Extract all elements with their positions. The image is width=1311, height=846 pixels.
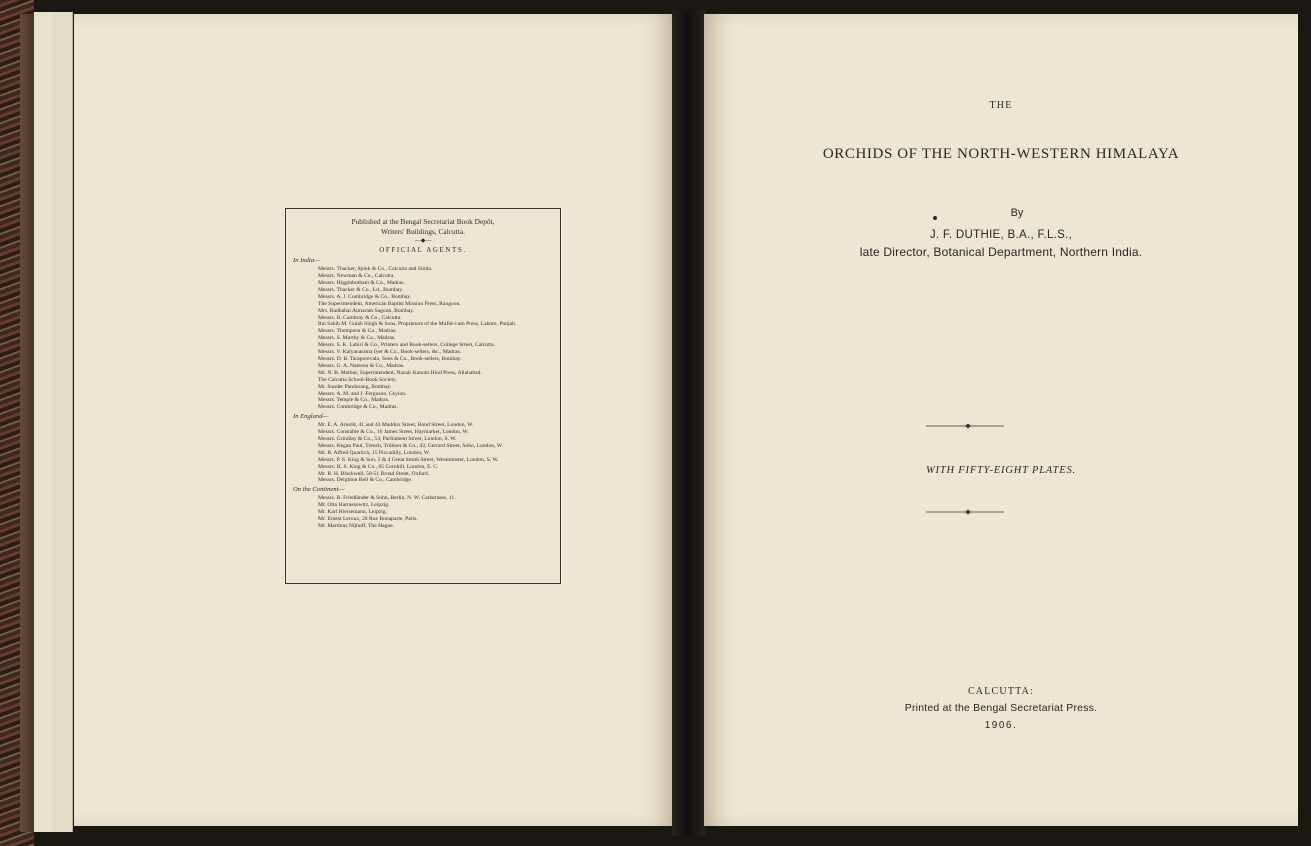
author-role: late Director, Botanical Department, Northern India. (859, 245, 1143, 259)
agent-entry: Messrs. Kegan Paul, Trench, Trübner & Co., 43, Gerrard Street, Soho, London, W. (318, 442, 503, 449)
agents-list-england (318, 422, 556, 484)
agent-entry: Messrs. D. B. Taraporevala, Sons & Co., Book-sellers, Bombay. (318, 355, 462, 362)
ornament: —◆— (414, 238, 432, 245)
agent-entry: Messrs. R. Friedländer & Sohn, Berlin, N. W. Carlstrasse, 11. (318, 495, 456, 502)
divider-ornament (704, 422, 1298, 430)
imprint-press: Printed at the Bengal Secretariat Press. (904, 702, 1098, 714)
by-line: By (1010, 207, 1024, 219)
page-stack-edge (52, 12, 73, 832)
agent-entry: Mr. E. A. Arnold, 41 and 43 Maddox Street, Bond Street, London, W. (318, 422, 474, 429)
agent-entry: Messrs. Temple & Co., Madras. (318, 397, 390, 404)
agent-entry: Messrs. A. J. Combridge & Co., Bombay. (318, 293, 412, 300)
agent-entry: The Superintendent, American Baptist Mission Press, Rangoon. (318, 300, 461, 307)
agent-entry: Rai Sahib M. Gulab Singh & Sons, Proprietors of the Mufid-i-am Press, Lahore, Punjab. (318, 321, 517, 328)
agent-entry: Mr. Martinus Nijhoff, The Hague. (318, 523, 395, 529)
agent-entry: Messrs. Grindlay & Co., 54, Parliament Street, London, S. W. (318, 436, 457, 443)
agent-entry: Mr. Sunder Pandurang, Bombay. (318, 383, 392, 390)
agents-title: OFFICIAL AGENTS. (379, 246, 467, 255)
section-heading-continent: On the Continent— (293, 486, 345, 494)
agent-entry: Mr. N. B. Mathur, Superintendent, Nazair Kanum Hind Press, Allahabad. (318, 369, 482, 376)
official-agents-box (285, 208, 561, 584)
agent-entry: Messrs. Constable & Co., 16 James Street, Haymarket, London, W. (318, 429, 469, 436)
agent-entry: Mr. B. H. Blackwell, 50-51 Broad Street, Oxford. (318, 470, 430, 477)
agent-entry: Messrs. Deighton Bell & Co., Cambridge. (318, 477, 413, 484)
agent-entry: Mrs. Radhabai Atmaram Sagoon, Bombay. (318, 307, 415, 314)
published-line-1: Published at the Bengal Secretariat Book Depôt, (351, 217, 495, 226)
section-heading-england: In England— (293, 413, 329, 421)
agent-entry: Messrs. S. K. Lahiri & Co., Printers and Book-sellers, College Street, Calcutta. (318, 342, 495, 349)
published-line-2: Writers' Buildings, Calcutta. (381, 226, 465, 236)
agent-entry: Messrs. Higginbotham & Co., Madras. (318, 280, 406, 286)
agent-entry: Mr. B. Alfred Quaritch, 15 Piccadilly, London, W. (318, 449, 430, 456)
agent-entry: Mr. Otto Harrassowitz, Leipzig. (318, 502, 390, 509)
agent-entry: Messrs. R. Cambray & Co., Calcutta. (318, 314, 402, 321)
agents-list-india (318, 266, 556, 411)
book-title: ORCHIDS OF THE NORTH-WESTERN HIMALAYA (822, 146, 1180, 162)
author-name: J. F. DUTHIE, B.A., F.L.S., (929, 229, 1073, 241)
agents-list-continent (318, 495, 556, 530)
plates-note: WITH FIFTY-EIGHT PLATES. (926, 465, 1076, 476)
title-page (704, 14, 1298, 826)
book-gutter (672, 10, 706, 836)
left-page (74, 14, 674, 826)
agent-entry: Messrs. V. Kalyanarama Iyer & Co., Book-sellers, &c., Madras. (318, 349, 462, 356)
agent-entry: Messrs. Newman & Co., Calcutta. (318, 273, 395, 280)
agent-entry: Messrs. Thacker & Co., Ld., Bombay. (318, 286, 404, 293)
agent-entry: Messrs. P. S. King & Son, 2 & 4 Great Smith Street, Westminster, London, S. W. (318, 456, 499, 463)
agent-entry: Messrs. Thompson & Co., Madras. (318, 328, 397, 335)
agent-entry: Messrs. H. S. King & Co., 65 Cornhill, London, E. C. (318, 463, 439, 470)
divider-ornament (704, 508, 1298, 516)
section-heading-india: In India— (293, 257, 320, 265)
agent-entry: The Calcutta School-Book Society. (318, 376, 397, 383)
imprint-city: CALCUTTA: (967, 686, 1035, 697)
agent-entry: Mr. Karl Hiersemann, Leipzig. (318, 509, 387, 516)
title-the: THE (989, 100, 1013, 111)
agent-entry: Messrs. G. A. Nateson & Co., Madras. (318, 362, 405, 369)
agent-entry: Messrs. Thacker, Spink & Co., Calcutta and Simla. (318, 266, 433, 273)
agent-entry: Mr. Ernest Leroux, 28 Rue Bonaparte, Paris. (318, 516, 418, 523)
agent-entry: Messrs. Combridge & Co., Madras. (318, 404, 398, 411)
agent-entry: Messrs. A. M. and J. Ferguson, Ceylon. (318, 390, 407, 397)
agent-entry: Messrs. S. Murthy & Co., Madras. (318, 335, 396, 342)
imprint-year: 1906. (984, 720, 1018, 731)
